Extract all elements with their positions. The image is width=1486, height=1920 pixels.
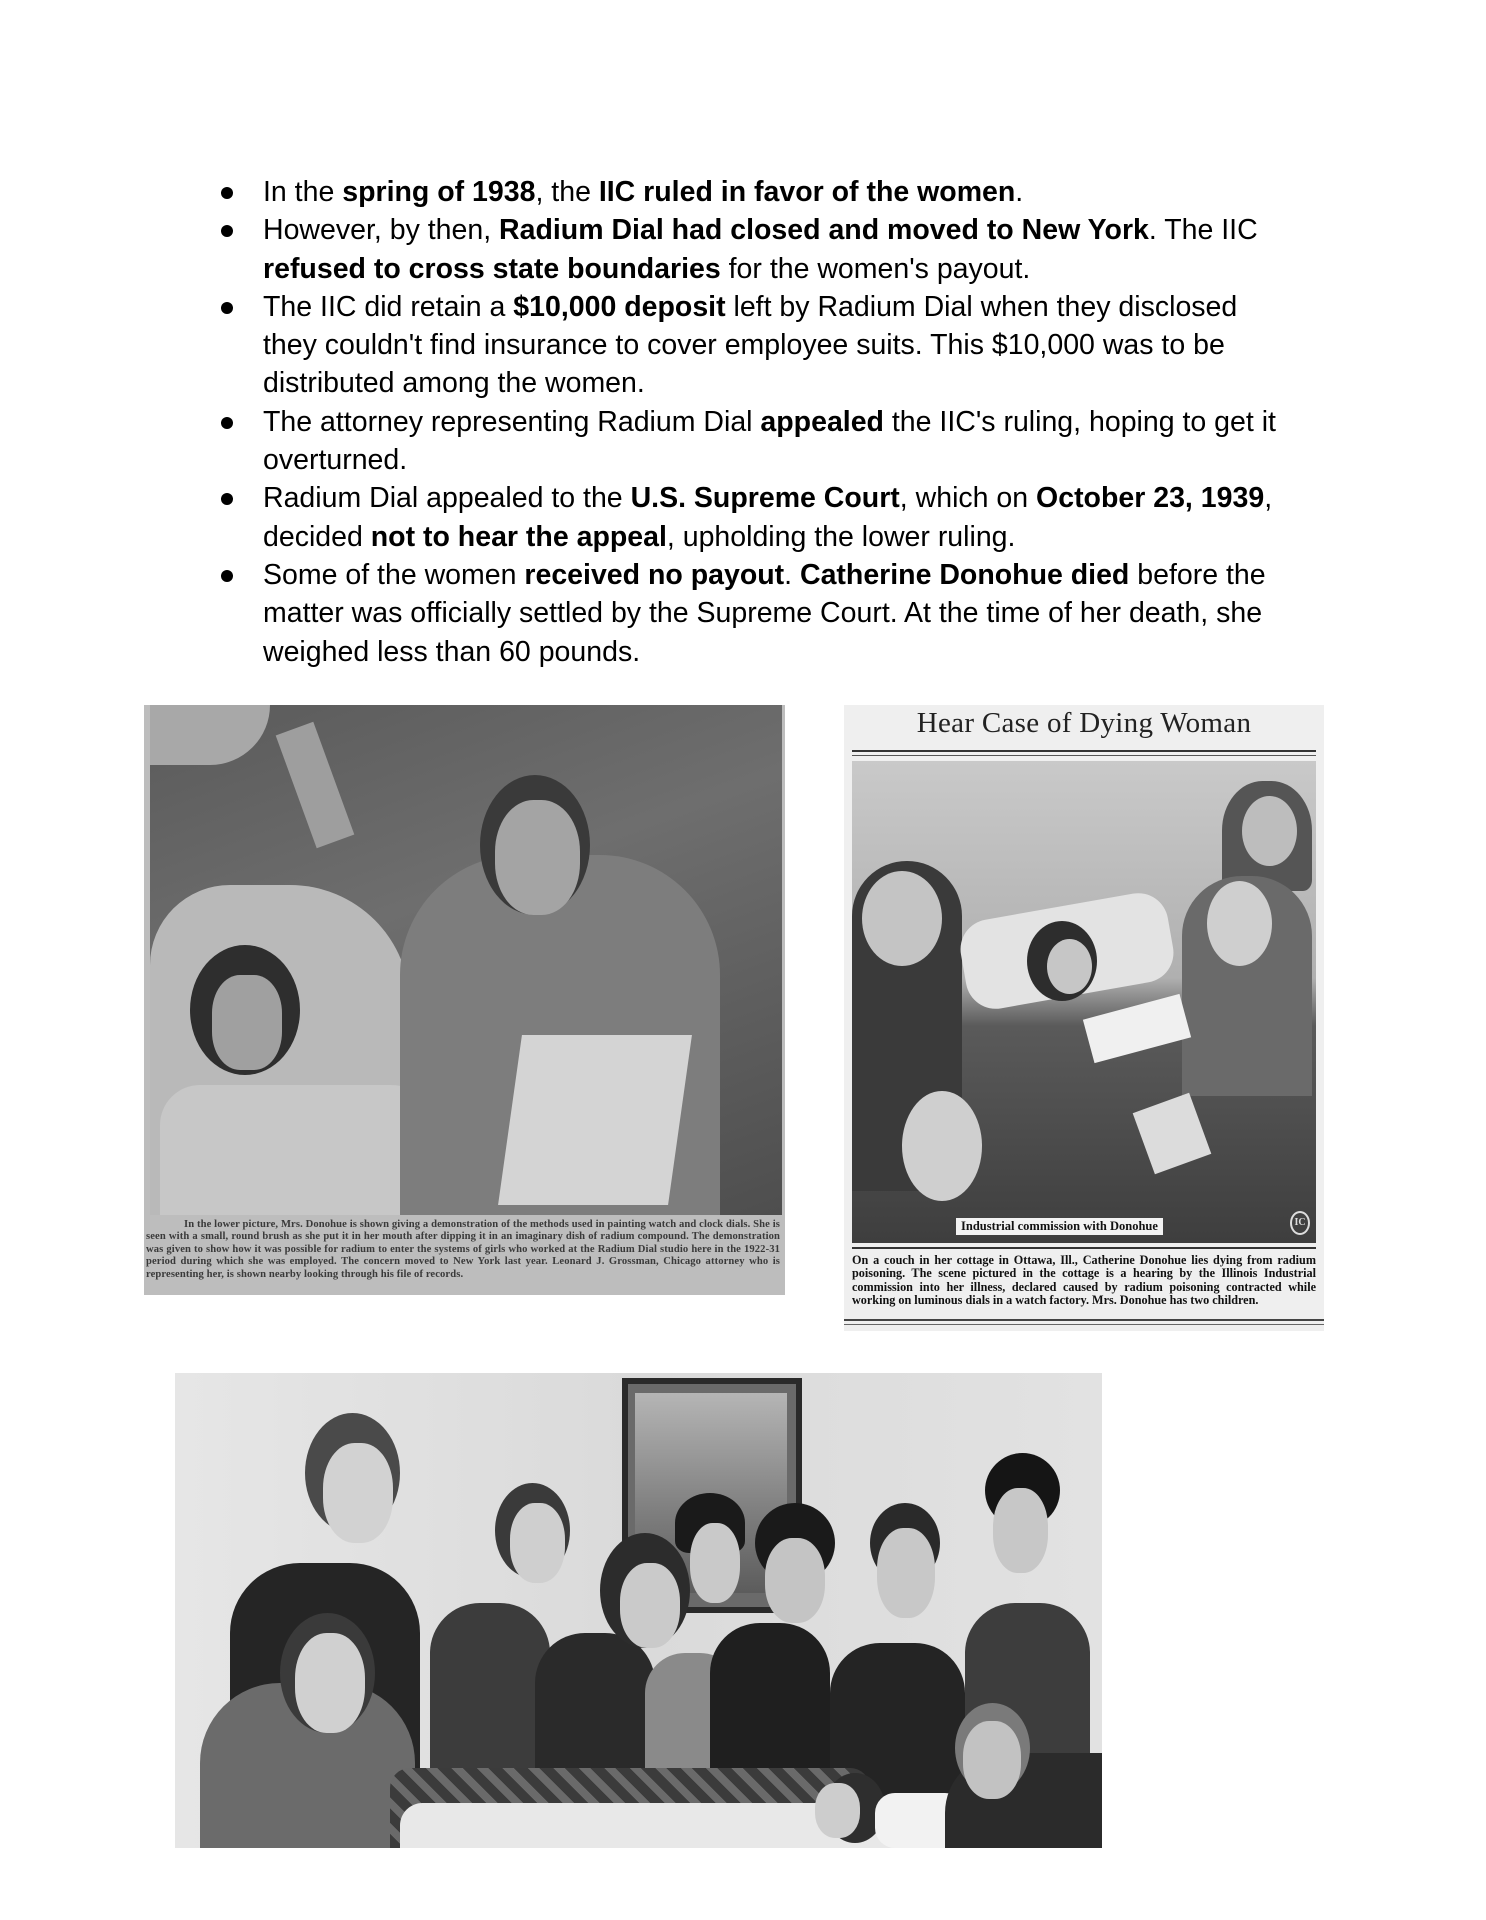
text-run: , decided xyxy=(263,482,1273,553)
newspaper-clipping-demonstration xyxy=(144,705,785,1295)
photo-group-around-couch xyxy=(175,1373,1102,1848)
text-run: the IIC's ruling, hoping to get it overturned. xyxy=(263,405,1276,477)
bold-text-run: received no payout xyxy=(524,558,785,591)
text-run: However, by then, xyxy=(263,214,500,247)
bullet-item xyxy=(218,211,1298,288)
bullet-dot xyxy=(221,417,233,429)
bullet-text xyxy=(263,559,1266,668)
bullet-dot xyxy=(221,493,233,505)
news-service-logo-icon: IC xyxy=(1290,1211,1310,1235)
text-run: The attorney representing Radium Dial xyxy=(263,405,761,438)
text-run: , upholding the lower ruling. xyxy=(666,520,1016,553)
bullet-text xyxy=(263,482,1272,552)
bullet-text xyxy=(263,291,1237,400)
photo-label: Industrial commission with Donohue xyxy=(956,1218,1163,1235)
bold-text-run: refused to cross state boundaries xyxy=(263,252,721,285)
divider xyxy=(852,755,1316,756)
bold-text-run: October 23, 1939 xyxy=(1036,482,1265,515)
bold-text-run: not to hear the appeal xyxy=(370,520,667,553)
text-run: Radium Dial appealed to the xyxy=(263,482,631,515)
text-run: Some of the women xyxy=(263,558,525,591)
bullet-item xyxy=(218,556,1298,671)
bullet-text xyxy=(263,406,1276,476)
clipping-caption: In the lower picture, Mrs. Donohue is shown giving a demonstration of the methods used in painting watch and clock dials. She is seen with a small, round brush as she put it in her mouth after dipping it in an imaginary dish of radium compound. The demonstration was given to show how it was possible for radium to enter the systems of girls who worked at the Radium Dial studio here in the 1922-31 period during which she was employed. The concern moved to New York last year. Leonard J. Grossman, Chicago attorney who is representing her, is shown nearby looking through his file of records. xyxy=(146,1219,780,1280)
bold-text-run: IIC ruled in favor of the women xyxy=(598,176,1016,208)
bullet-text xyxy=(263,176,1023,208)
bullet-dot xyxy=(221,225,233,237)
newspaper-clipping-hear-case xyxy=(844,705,1324,1331)
text-run: . xyxy=(784,558,800,591)
text-run: , which on xyxy=(899,482,1037,515)
bullet-list xyxy=(218,173,1298,671)
bold-text-run: U.S. Supreme Court xyxy=(630,482,900,515)
divider xyxy=(844,1319,1324,1321)
text-run: In the xyxy=(263,176,343,208)
bullet-dot xyxy=(221,570,233,582)
bold-text-run: Radium Dial had closed and moved to New York xyxy=(499,214,1149,247)
clipping-caption: On a couch in her cottage in Ottawa, Ill., Catherine Donohue lies dying from radium poisoning. The scene pictured in the cottage is a hearing by the Illinois Industrial commission into her illness, declared caused by radium poisoning contracted while working on luminous dials in a watch factory. Mrs. Donohue has two children. xyxy=(852,1253,1316,1308)
bullet-item xyxy=(218,403,1298,480)
bullet-dot xyxy=(221,187,233,199)
bold-text-run: appealed xyxy=(760,405,884,438)
bullet-item xyxy=(218,173,1298,211)
bold-text-run: spring of 1938 xyxy=(342,176,536,208)
text-run: . xyxy=(1015,176,1024,208)
divider xyxy=(852,1247,1316,1249)
bullet-item xyxy=(218,288,1298,403)
text-run: The IIC did retain a xyxy=(263,290,514,323)
bold-text-run: $10,000 deposit xyxy=(513,290,726,323)
clipping-headline: Hear Case of Dying Woman xyxy=(916,707,1252,739)
clipping-photo-donohue-with-attorney xyxy=(150,705,782,1215)
divider xyxy=(852,750,1316,752)
bullet-text xyxy=(263,214,1258,284)
text-run: . The IIC xyxy=(1148,214,1258,247)
divider xyxy=(844,1324,1324,1325)
text-run: before the matter was officially settled by the Supreme Court. At the time of her death, she weighed less than 60 pounds. xyxy=(263,558,1266,668)
bullet-dot xyxy=(221,302,233,314)
text-run: left by Radium Dial when they disclosed they couldn't find insurance to cover employee suits. This $10,000 was to be distributed among the women. xyxy=(263,290,1238,400)
bold-text-run: Catherine Donohue died xyxy=(799,558,1130,591)
text-run: , the xyxy=(535,176,599,208)
bullet-item xyxy=(218,479,1298,556)
text-run: for the women's payout. xyxy=(720,252,1031,285)
clipping-photo-industrial-commission xyxy=(852,761,1316,1243)
